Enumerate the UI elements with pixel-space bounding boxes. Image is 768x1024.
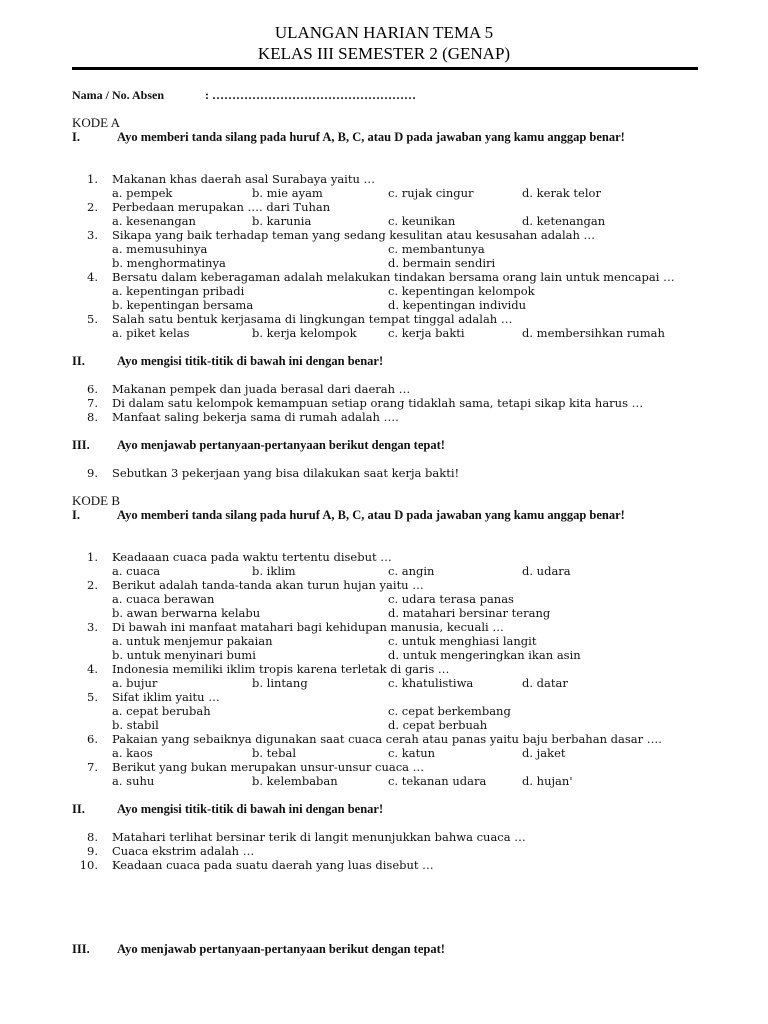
option-a[interactable]: a. suhu [112,774,155,788]
option-b[interactable]: b. karunia [252,214,312,228]
kode-b-section-1-number: I. [72,508,80,522]
question-number: 5. [87,312,98,326]
option-a[interactable]: a. untuk menjemur pakaian [112,634,273,648]
question-number: 4. [87,270,98,284]
document-title: ULANGAN HARIAN TEMA 5 [274,23,494,42]
question-text: Berikut yang bukan merupakan unsur-unsur cuaca … [112,760,425,774]
option-c[interactable]: c. rujak cingur [388,186,474,200]
option-c[interactable]: c. kerja bakti [388,326,465,340]
kode-a-section-2-instruction: Ayo mengisi titik-titik di bawah ini dengan benar! [117,354,384,368]
option-a[interactable]: a. kepentingan pribadi [112,284,245,298]
kode-b-section-3-instruction: Ayo menjawab pertanyaan-pertanyaan berikut dengan tepat! [117,942,445,956]
question-text: Keadaan cuaca pada suatu daerah yang luas disebut … [112,858,434,872]
option-a[interactable]: a. pempek [112,186,173,200]
question-text: Di dalam satu kelompok kemampuan setiap orang tidaklah sama, tetapi sikap kita harus … [112,396,644,410]
option-c[interactable]: c. membantunya [388,242,485,256]
question-text: Perbedaan merupakan …. dari Tuhan [112,200,331,214]
option-b[interactable]: b. stabil [112,718,159,732]
identity-label: Nama / No. Absen [72,88,165,102]
option-d[interactable]: d. udara [522,564,571,578]
document-subtitle: KELAS III SEMESTER 2 (GENAP) [257,44,511,63]
kode-a-section-3-instruction: Ayo menjawab pertanyaan-pertanyaan berikut dengan tepat! [117,438,445,452]
question-number: 9. [87,844,98,858]
option-d[interactable]: d. kepentingan individu [388,298,527,312]
header-rule [72,67,698,70]
identity-field[interactable]: : …………………………………………… [205,88,416,102]
option-d[interactable]: d. cepat berbuah [388,718,488,732]
kode-a-label: KODE A [72,115,121,130]
option-b[interactable]: b. kepentingan bersama [112,298,254,312]
question-text: Makanan khas daerah asal Surabaya yaitu … [112,172,376,186]
option-a[interactable]: a. cuaca [112,564,161,578]
option-c[interactable]: c. kepentingan kelompok [388,284,535,298]
option-d[interactable]: d. hujan' [522,774,573,788]
question-text: Indonesia memiliki iklim tropis karena terletak di garis … [112,662,450,676]
question-number: 8. [87,830,98,844]
kode-a-section-1-number: I. [72,130,80,144]
question-number: 3. [87,228,98,242]
option-b[interactable]: b. menghormatinya [112,256,226,270]
option-c[interactable]: c. cepat berkembang [388,704,511,718]
question-number: 8. [87,410,98,424]
question-text: Sifat iklim yaitu … [112,690,220,704]
option-b[interactable]: b. iklim [252,564,296,578]
question-text: Pakaian yang sebaiknya digunakan saat cuaca cerah atau panas yaitu baju berbahan dasar …. [112,732,662,746]
option-a[interactable]: a. cuaca berawan [112,592,215,606]
question-number: 5. [87,690,98,704]
question-text: Bersatu dalam keberagaman adalah melakukan tindakan bersama orang lain untuk mencapai … [112,270,675,284]
kode-a-section-2-number: II. [72,354,85,368]
question-number: 6. [87,382,98,396]
question-number: 7. [87,760,98,774]
option-d[interactable]: d. matahari bersinar terang [388,606,551,620]
kode-a-section-1-instruction: Ayo memberi tanda silang pada huruf A, B, C, atau D pada jawaban yang kamu anggap benar! [117,130,625,144]
question-number: 9. [87,466,98,480]
option-c[interactable]: c. angin [388,564,435,578]
option-a[interactable]: a. cepat berubah [112,704,211,718]
kode-b-section-1-instruction: Ayo memberi tanda silang pada huruf A, B, C, atau D pada jawaban yang kamu anggap benar! [117,508,625,522]
option-c[interactable]: c. tekanan udara [388,774,487,788]
option-d[interactable]: d. membersihkan rumah [522,326,665,340]
kode-a-section-3-number: III. [72,438,90,452]
question-text: Salah satu bentuk kerjasama di lingkungan tempat tinggal adalah … [112,312,513,326]
question-number: 4. [87,662,98,676]
option-a[interactable]: a. kaos [112,746,153,760]
question-text: Cuaca ekstrim adalah … [112,844,255,858]
option-b[interactable]: b. lintang [252,676,308,690]
option-d[interactable]: d. bermain sendiri [388,256,496,270]
question-text: Keadaaan cuaca pada waktu tertentu disebut … [112,550,392,564]
question-text: Makanan pempek dan juada berasal dari daerah … [112,382,411,396]
option-d[interactable]: d. ketenangan [522,214,606,228]
question-number: 2. [87,578,98,592]
question-number: 1. [87,550,98,564]
option-b[interactable]: b. kerja kelompok [252,326,357,340]
kode-b-section-2-instruction: Ayo mengisi titik-titik di bawah ini dengan benar! [117,802,384,816]
option-a[interactable]: a. bujur [112,676,158,690]
question-text: Sikapa yang baik terhadap teman yang sedang kesulitan atau kesusahan adalah … [112,228,596,242]
option-c[interactable]: c. katun [388,746,436,760]
option-b[interactable]: b. untuk menyinari bumi [112,648,256,662]
option-c[interactable]: c. keunikan [388,214,456,228]
kode-b-section-2-number: II. [72,802,85,816]
kode-b-section-3-number: III. [72,942,90,956]
document-header [0,22,768,64]
option-c[interactable]: c. untuk menghiasi langit [388,634,537,648]
question-number: 6. [87,732,98,746]
option-a[interactable]: a. memusuhinya [112,242,208,256]
option-d[interactable]: d. datar [522,676,568,690]
question-text: Sebutkan 3 pekerjaan yang bisa dilakukan saat kerja bakti! [112,466,460,480]
question-number: 1. [87,172,98,186]
option-a[interactable]: a. piket kelas [112,326,190,340]
question-number: 7. [87,396,98,410]
question-text: Matahari terlihat bersinar terik di langit menunjukkan bahwa cuaca … [112,830,526,844]
option-b[interactable]: b. mie ayam [252,186,323,200]
option-b[interactable]: b. awan berwarna kelabu [112,606,261,620]
question-text: Manfaat saling bekerja sama di rumah adalah …. [112,410,399,424]
option-b[interactable]: b. kelembaban [252,774,338,788]
question-number: 10. [79,858,98,872]
kode-b-label: KODE B [72,493,121,508]
question-text: Berikut adalah tanda-tanda akan turun hujan yaitu … [112,578,424,592]
option-d[interactable]: d. untuk mengeringkan ikan asin [388,648,581,662]
question-number: 3. [87,620,98,634]
question-text: Di bawah ini manfaat matahari bagi kehidupan manusia, kecuali … [112,620,504,634]
option-d[interactable]: d. jaket [522,746,566,760]
option-c[interactable]: c. udara terasa panas [388,592,514,606]
option-d[interactable]: d. kerak telor [522,186,601,200]
option-c[interactable]: c. khatulistiwa [388,676,474,690]
question-number: 2. [87,200,98,214]
option-a[interactable]: a. kesenangan [112,214,196,228]
option-b[interactable]: b. tebal [252,746,296,760]
